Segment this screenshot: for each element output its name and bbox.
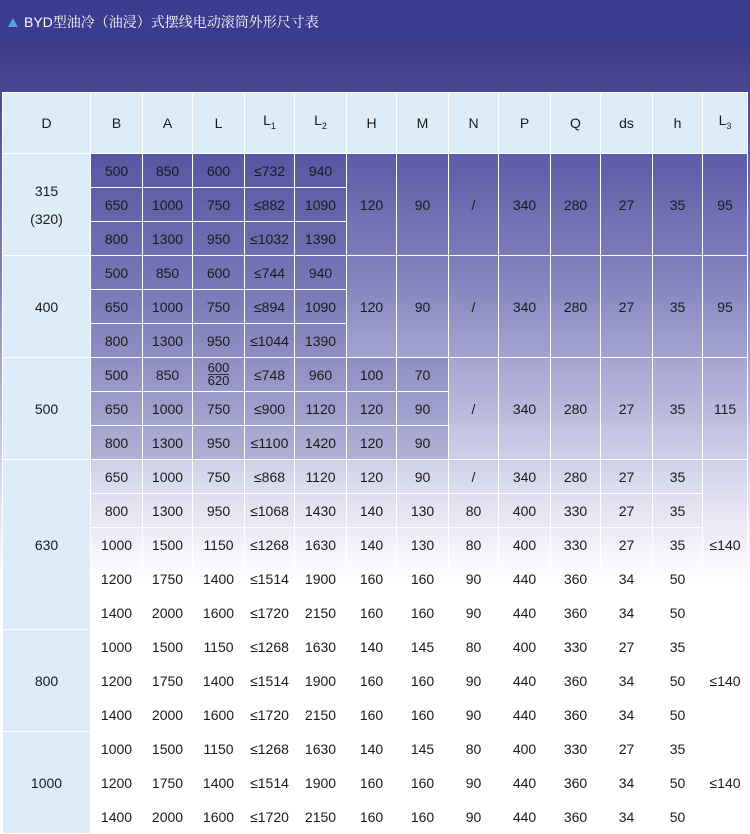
cell-ds: 27 <box>601 528 653 562</box>
table-row <box>3 460 748 494</box>
cell-l: 1600 <box>193 596 245 630</box>
cell-p: 340 <box>499 256 551 358</box>
cell-n: 90 <box>449 800 499 834</box>
cell-l: 600 <box>193 154 245 188</box>
cell-b: 800 <box>91 222 143 256</box>
header-l: L <box>193 93 245 154</box>
cell-l2: 1390 <box>295 324 347 358</box>
cell-l: 1150 <box>193 630 245 664</box>
table-row <box>3 494 748 528</box>
cell-l3: ≤140 <box>703 630 748 732</box>
cell-l: 1600 <box>193 800 245 834</box>
cell-h: 140 <box>347 732 397 766</box>
cell-p: 340 <box>499 460 551 494</box>
cell-q: 360 <box>551 766 601 800</box>
cell-n: 90 <box>449 664 499 698</box>
cell-l: 1400 <box>193 664 245 698</box>
cell-a: 1500 <box>143 630 193 664</box>
cell-l-stacked <box>193 358 245 392</box>
cell-q: 360 <box>551 596 601 630</box>
cell-q: 360 <box>551 664 601 698</box>
cell-a: 1000 <box>143 188 193 222</box>
cell-l2: 2150 <box>295 596 347 630</box>
cell-p: 340 <box>499 154 551 256</box>
cell-l3: ≤140 <box>703 732 748 834</box>
cell-p: 400 <box>499 528 551 562</box>
header-m: M <box>397 93 449 154</box>
cell-n: 90 <box>449 596 499 630</box>
table-row <box>3 800 748 834</box>
cell-h: 100 <box>347 358 397 392</box>
cell-q: 280 <box>551 256 601 358</box>
cell-l: 1150 <box>193 732 245 766</box>
cell-h: 140 <box>347 528 397 562</box>
cell-b: 650 <box>91 460 143 494</box>
cell-hh: 50 <box>653 596 703 630</box>
cell-a: 850 <box>143 358 193 392</box>
cell-p: 440 <box>499 766 551 800</box>
cell-n: 90 <box>449 698 499 732</box>
cell-n: 80 <box>449 494 499 528</box>
header-ds: ds <box>601 93 653 154</box>
cell-n: 90 <box>449 562 499 596</box>
cell-n: / <box>449 358 499 460</box>
cell-l: 950 <box>193 222 245 256</box>
cell-l1: ≤1268 <box>245 732 295 766</box>
cell-ds: 27 <box>601 460 653 494</box>
cell-ds: 27 <box>601 256 653 358</box>
cell-b: 1200 <box>91 562 143 596</box>
cell-l1: ≤1514 <box>245 664 295 698</box>
cell-m: 160 <box>397 766 449 800</box>
cell-ds: 34 <box>601 664 653 698</box>
cell-l2: 1120 <box>295 392 347 426</box>
cell-b: 800 <box>91 426 143 460</box>
cell-l2: 1120 <box>295 460 347 494</box>
cell-l1: ≤882 <box>245 188 295 222</box>
title-bar <box>0 0 750 44</box>
header-q: Q <box>551 93 601 154</box>
cell-h: 140 <box>347 630 397 664</box>
cell-b: 650 <box>91 392 143 426</box>
stacked-values <box>207 359 230 388</box>
cell-h: 140 <box>347 494 397 528</box>
cell-h: 160 <box>347 800 397 834</box>
d-cell: 500 <box>3 358 91 460</box>
cell-ds: 27 <box>601 732 653 766</box>
cell-a: 1500 <box>143 528 193 562</box>
cell-l1: ≤1100 <box>245 426 295 460</box>
cell-p: 440 <box>499 800 551 834</box>
cell-l2: 1090 <box>295 290 347 324</box>
cell-m: 160 <box>397 664 449 698</box>
table-row <box>3 596 748 630</box>
header-l3-sub: 3 <box>726 120 732 131</box>
cell-b: 500 <box>91 358 143 392</box>
cell-a: 1750 <box>143 664 193 698</box>
cell-l3: 95 <box>703 154 748 256</box>
cell-l1: ≤1720 <box>245 698 295 732</box>
cell-h: 120 <box>347 426 397 460</box>
cell-m: 160 <box>397 800 449 834</box>
cell-q: 330 <box>551 494 601 528</box>
cell-l1: ≤868 <box>245 460 295 494</box>
cell-m: 90 <box>397 256 449 358</box>
table-row <box>3 528 748 562</box>
d-alt-value: (320) <box>30 210 63 227</box>
cell-l: 950 <box>193 426 245 460</box>
cell-l1: ≤1514 <box>245 562 295 596</box>
cell-l1: ≤1514 <box>245 766 295 800</box>
cell-l: 1400 <box>193 562 245 596</box>
cell-l2: 1900 <box>295 562 347 596</box>
cell-a: 1300 <box>143 222 193 256</box>
cell-p: 340 <box>499 358 551 460</box>
d-cell <box>3 154 91 256</box>
cell-l1: ≤1268 <box>245 630 295 664</box>
cell-h: 160 <box>347 766 397 800</box>
cell-l2: 1900 <box>295 664 347 698</box>
cell-l2: 1630 <box>295 528 347 562</box>
cell-l2: 1090 <box>295 188 347 222</box>
cell-h: 160 <box>347 698 397 732</box>
table-row <box>3 256 748 290</box>
cell-l2: 1390 <box>295 222 347 256</box>
cell-m: 90 <box>397 426 449 460</box>
cell-l: 950 <box>193 324 245 358</box>
cell-p: 400 <box>499 732 551 766</box>
header-d: D <box>3 93 91 154</box>
cell-q: 360 <box>551 800 601 834</box>
cell-b: 1000 <box>91 528 143 562</box>
cell-b: 1200 <box>91 766 143 800</box>
cell-l2: 1420 <box>295 426 347 460</box>
cell-ds: 27 <box>601 154 653 256</box>
cell-hh: 35 <box>653 630 703 664</box>
cell-ds: 34 <box>601 766 653 800</box>
cell-a: 1500 <box>143 732 193 766</box>
cell-m: 130 <box>397 494 449 528</box>
cell-h: 160 <box>347 664 397 698</box>
cell-l: 750 <box>193 188 245 222</box>
cell-l2: 1630 <box>295 630 347 664</box>
cell-l1: ≤748 <box>245 358 295 392</box>
table-row <box>3 154 748 188</box>
cell-l2: 940 <box>295 256 347 290</box>
cell-n: / <box>449 154 499 256</box>
cell-l2: 1900 <box>295 766 347 800</box>
cell-m: 70 <box>397 358 449 392</box>
cell-ds: 27 <box>601 494 653 528</box>
cell-ds: 34 <box>601 562 653 596</box>
cell-l3: 115 <box>703 358 748 460</box>
cell-l3: 95 <box>703 256 748 358</box>
cell-b: 500 <box>91 154 143 188</box>
table-row <box>3 664 748 698</box>
cell-hh: 35 <box>653 256 703 358</box>
cell-m: 145 <box>397 732 449 766</box>
cell-b: 1400 <box>91 698 143 732</box>
table-row <box>3 358 748 392</box>
cell-h: 120 <box>347 392 397 426</box>
cell-l: 750 <box>193 290 245 324</box>
cell-b: 1000 <box>91 630 143 664</box>
cell-b: 1000 <box>91 732 143 766</box>
page-title: BYD型油冷（油浸）式摆线电动滚筒外形尺寸表 <box>24 14 319 30</box>
cell-hh: 35 <box>653 460 703 494</box>
cell-b: 500 <box>91 256 143 290</box>
cell-l: 750 <box>193 460 245 494</box>
cell-p: 440 <box>499 698 551 732</box>
header-h-lower: h <box>653 93 703 154</box>
cell-a: 2000 <box>143 800 193 834</box>
cell-m: 160 <box>397 596 449 630</box>
cell-n: 80 <box>449 528 499 562</box>
cell-ds: 27 <box>601 630 653 664</box>
cell-a: 2000 <box>143 596 193 630</box>
cell-ds: 34 <box>601 698 653 732</box>
table-row <box>3 562 748 596</box>
cell-b: 650 <box>91 188 143 222</box>
cell-hh: 35 <box>653 732 703 766</box>
cell-q: 360 <box>551 698 601 732</box>
header-l2-sub: 2 <box>321 120 327 131</box>
cell-hh: 50 <box>653 664 703 698</box>
cell-hh: 35 <box>653 494 703 528</box>
cell-p: 440 <box>499 664 551 698</box>
header-h: H <box>347 93 397 154</box>
header-b: B <box>91 93 143 154</box>
header-p: P <box>499 93 551 154</box>
header-l1: $L_1$ <box>245 93 295 154</box>
cell-m: 90 <box>397 154 449 256</box>
table-row <box>3 766 748 800</box>
cell-q: 330 <box>551 630 601 664</box>
cell-a: 1000 <box>143 392 193 426</box>
cell-l2: 1430 <box>295 494 347 528</box>
cell-hh: 50 <box>653 562 703 596</box>
cell-l: 950 <box>193 494 245 528</box>
d-cell: 1000 <box>3 732 91 834</box>
cell-l2: 960 <box>295 358 347 392</box>
cell-l3: ≤140 <box>703 460 748 630</box>
cell-n: 90 <box>449 766 499 800</box>
cell-a: 2000 <box>143 698 193 732</box>
cell-l1: ≤894 <box>245 290 295 324</box>
cell-hh: 50 <box>653 800 703 834</box>
cell-l1: ≤1032 <box>245 222 295 256</box>
cell-p: 440 <box>499 562 551 596</box>
header-l1-sub: 1 <box>270 120 276 131</box>
cell-n: / <box>449 460 499 494</box>
cell-l2: 940 <box>295 154 347 188</box>
cell-m: 160 <box>397 698 449 732</box>
cell-h: 120 <box>347 154 397 256</box>
cell-n: 80 <box>449 630 499 664</box>
header-l3: $L_3$ <box>703 93 748 154</box>
dimension-table <box>2 92 748 834</box>
cell-l1: ≤1044 <box>245 324 295 358</box>
cell-l: 1150 <box>193 528 245 562</box>
d-cell: 800 <box>3 630 91 732</box>
cell-a: 850 <box>143 256 193 290</box>
cell-q: 360 <box>551 562 601 596</box>
cell-q: 280 <box>551 154 601 256</box>
cell-a: 1300 <box>143 494 193 528</box>
cell-h: 160 <box>347 596 397 630</box>
cell-l1: ≤900 <box>245 392 295 426</box>
cell-a: 850 <box>143 154 193 188</box>
cell-l-top: 600 <box>207 359 230 375</box>
cell-m: 90 <box>397 460 449 494</box>
cell-m: 90 <box>397 392 449 426</box>
table-panel <box>0 44 750 825</box>
cell-a: 1000 <box>143 460 193 494</box>
cell-h: 120 <box>347 256 397 358</box>
cell-l-bottom: 620 <box>207 372 230 388</box>
cell-p: 400 <box>499 494 551 528</box>
cell-l: 750 <box>193 392 245 426</box>
cell-p: 440 <box>499 596 551 630</box>
cell-b: 1400 <box>91 800 143 834</box>
cell-m: 145 <box>397 630 449 664</box>
cell-l: 1400 <box>193 766 245 800</box>
cell-l: 1600 <box>193 698 245 732</box>
cell-p: 400 <box>499 630 551 664</box>
cell-hh: 35 <box>653 358 703 460</box>
header-a: A <box>143 93 193 154</box>
table-row <box>3 732 748 766</box>
header-l2: $L_2$ <box>295 93 347 154</box>
cell-h: 160 <box>347 562 397 596</box>
cell-q: 330 <box>551 528 601 562</box>
cell-n: / <box>449 256 499 358</box>
cell-l1: ≤1720 <box>245 800 295 834</box>
cell-ds: 34 <box>601 800 653 834</box>
cell-l2: 2150 <box>295 800 347 834</box>
cell-q: 280 <box>551 460 601 494</box>
cell-m: 130 <box>397 528 449 562</box>
cell-a: 1300 <box>143 426 193 460</box>
cell-ds: 34 <box>601 596 653 630</box>
cell-l2: 2150 <box>295 698 347 732</box>
cell-a: 1750 <box>143 562 193 596</box>
cell-l1: ≤732 <box>245 154 295 188</box>
cell-h: 120 <box>347 460 397 494</box>
cell-b: 800 <box>91 494 143 528</box>
cell-l2: 1630 <box>295 732 347 766</box>
cell-q: 280 <box>551 358 601 460</box>
header-n: N <box>449 93 499 154</box>
d-cell: 400 <box>3 256 91 358</box>
cell-hh: 50 <box>653 698 703 732</box>
cell-b: 1400 <box>91 596 143 630</box>
cell-l: 600 <box>193 256 245 290</box>
d-cell: 630 <box>3 460 91 630</box>
cell-l1: ≤1068 <box>245 494 295 528</box>
cell-b: 800 <box>91 324 143 358</box>
cell-q: 330 <box>551 732 601 766</box>
table-row <box>3 630 748 664</box>
cell-l1: ≤744 <box>245 256 295 290</box>
header-row <box>3 93 748 154</box>
cell-a: 1300 <box>143 324 193 358</box>
cell-m: 160 <box>397 562 449 596</box>
cell-l1: ≤1720 <box>245 596 295 630</box>
cell-ds: 27 <box>601 358 653 460</box>
cell-b: 650 <box>91 290 143 324</box>
cell-a: 1750 <box>143 766 193 800</box>
triangle-bullet-icon <box>8 18 18 27</box>
table-row <box>3 698 748 732</box>
cell-hh: 35 <box>653 154 703 256</box>
cell-hh: 35 <box>653 528 703 562</box>
cell-n: 80 <box>449 732 499 766</box>
cell-hh: 50 <box>653 766 703 800</box>
cell-a: 1000 <box>143 290 193 324</box>
cell-b: 1200 <box>91 664 143 698</box>
cell-l1: ≤1268 <box>245 528 295 562</box>
d-value: 315 <box>34 182 59 199</box>
